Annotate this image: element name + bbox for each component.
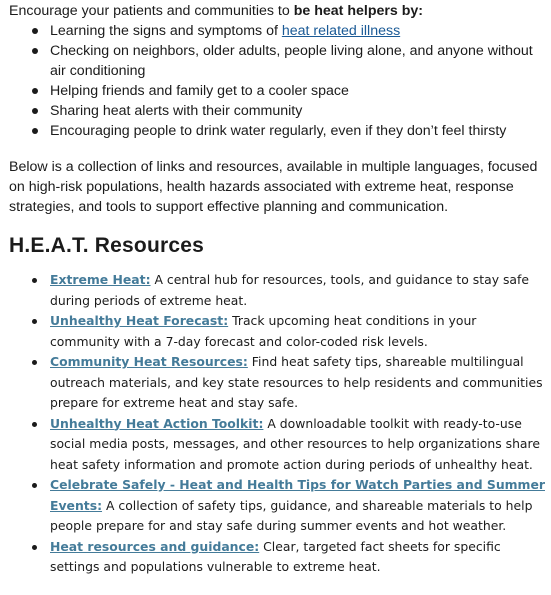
list-item-text: Helping friends and family get to a cooler space <box>50 83 349 99</box>
celebrate-safely-link[interactable]: Celebrate Safely - Heat and Health Tips for Watch Parties and Summer Events: <box>50 477 545 513</box>
resource-item <box>0 475 549 537</box>
section-heading: H.E.A.T. Resources <box>9 234 204 257</box>
list-item-text: Learning the signs and symptoms of <box>50 23 282 39</box>
list-item <box>0 21 545 41</box>
list-item-text: Checking on neighbors, older adults, people living alone, and anyone without air conditioning <box>50 43 533 79</box>
intro-text <box>9 1 547 21</box>
resource-description: A downloadable toolkit with ready-to-use social media posts, messages, and other resources to help organizations share heat safety information and promote action during periods of unhealthy heat. <box>50 415 540 472</box>
resource-list <box>0 270 549 578</box>
list-item <box>0 81 545 101</box>
heat-resources-guidance-link[interactable]: Heat resources and guidance: <box>50 538 260 554</box>
resource-description: A central hub for resources, tools, and guidance to stay safe during periods of extreme heat. <box>50 272 530 308</box>
intro-bold: be heat helpers by: <box>293 3 424 19</box>
resource-item <box>0 414 549 476</box>
resource-description: Find heat safety tips, shareable multilingual outreach materials, and key state resources to help residents and communities prepare for extreme heat and stay safe. <box>50 354 543 410</box>
resource-item <box>0 311 549 352</box>
extreme-heat-link[interactable]: Extreme Heat: <box>50 272 151 287</box>
resource-description: Clear, targeted fact sheets for specific settings and populations vulnerable to extreme heat. <box>50 538 501 574</box>
community-heat-resources-link[interactable]: Community Heat Resources: <box>50 354 248 369</box>
list-item <box>0 101 545 121</box>
resource-item <box>0 537 549 578</box>
list-item <box>0 121 545 141</box>
resource-item <box>0 352 549 414</box>
resource-description: A collection of safety tips, guidance, and shareable materials to help people prepare for and stay safe during summer events and hot weather. <box>50 497 533 533</box>
list-item <box>0 41 545 81</box>
resources-description: Below is a collection of links and resources, available in multiple languages, focused on high-risk populations, health hazards associated with extreme heat, response strategies, and tools to support effective planning and communication. <box>9 159 538 215</box>
resource-description: Track upcoming heat conditions in your community with a 7-day forecast and color-coded risk levels. <box>50 313 477 349</box>
resource-item <box>0 270 549 311</box>
intro-lead: Encourage your patients and communities to <box>9 3 294 19</box>
heat-related-illness-link[interactable]: heat related illness <box>281 23 401 39</box>
heat-helper-list <box>0 21 545 141</box>
list-item-text: Sharing heat alerts with their community <box>50 103 303 119</box>
unhealthy-heat-action-toolkit-link[interactable]: Unhealthy Heat Action Toolkit: <box>50 415 264 431</box>
unhealthy-heat-forecast-link[interactable]: Unhealthy Heat Forecast: <box>50 313 229 328</box>
list-item-text: Encouraging people to drink water regularly, even if they don’t feel thirsty <box>50 123 507 139</box>
